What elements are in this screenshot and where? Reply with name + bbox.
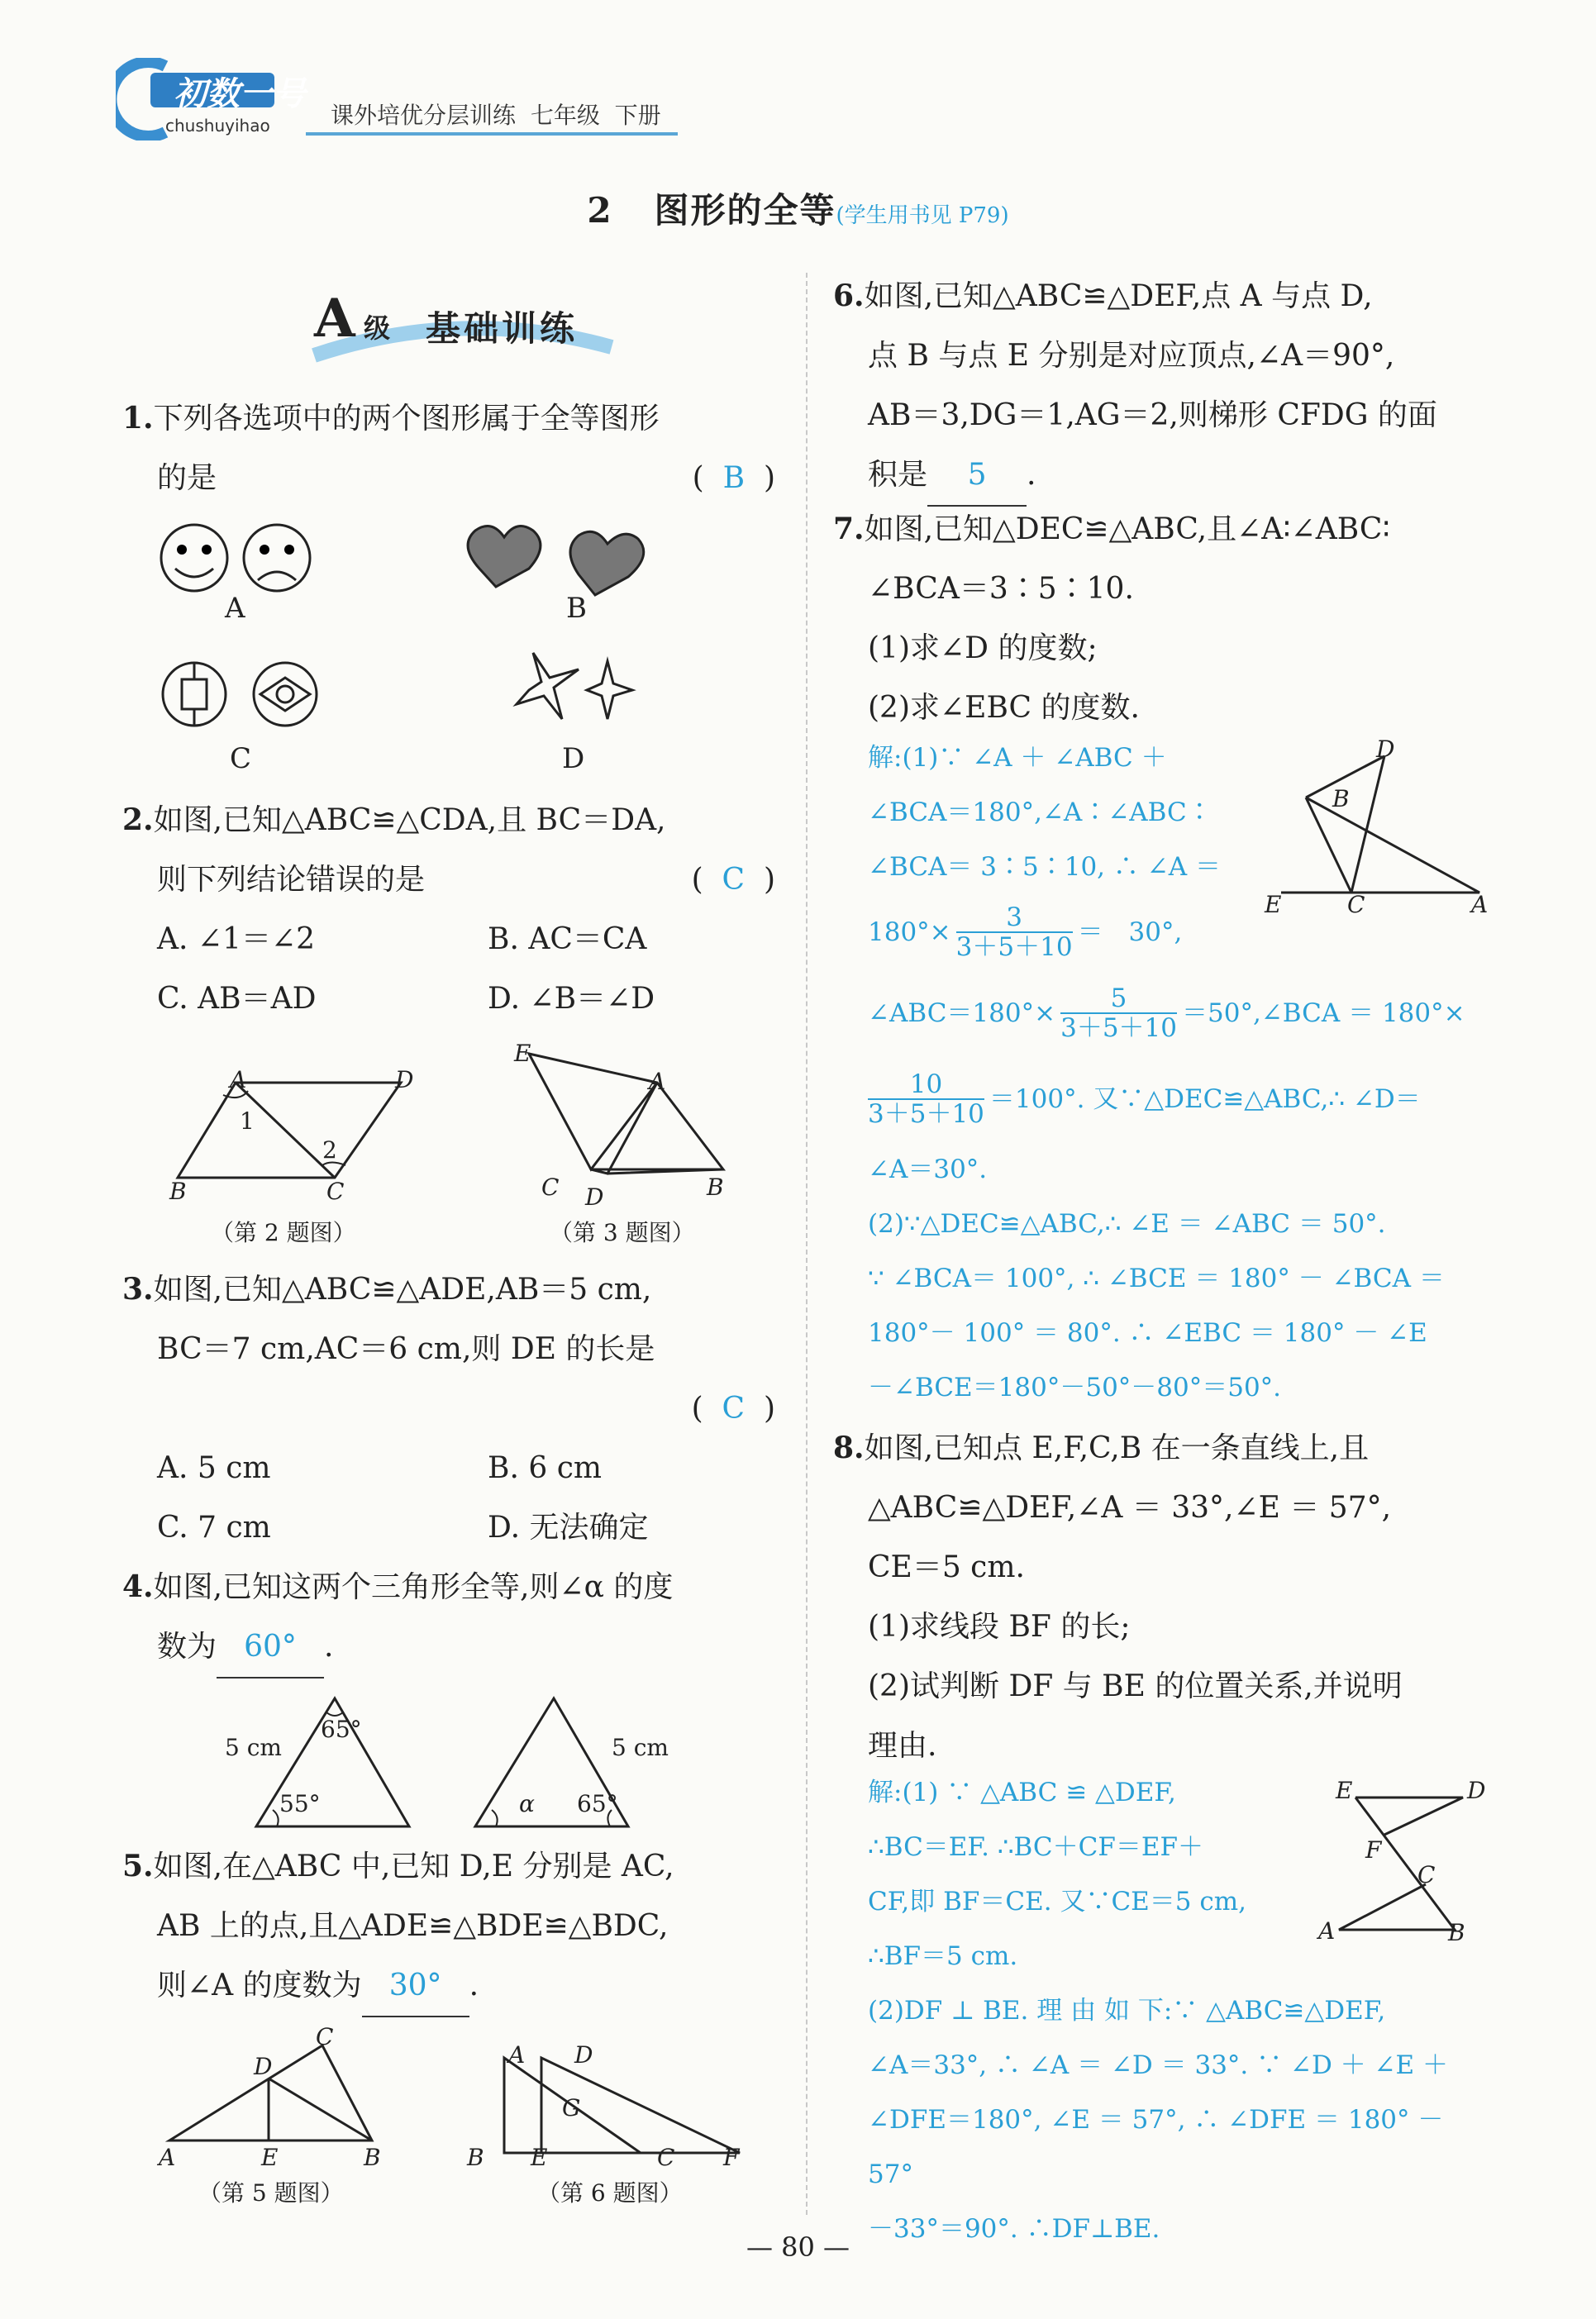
- q5-caption: （第 5 题图）: [198, 2179, 344, 2207]
- q1-option-c: C: [230, 742, 252, 775]
- question-4: 4.如图,已知这两个三角形全等,则∠α 的度 数为 60° .: [122, 1557, 775, 1679]
- q8-label-e: E: [1336, 1777, 1353, 1804]
- coin-square-icon: [163, 663, 226, 726]
- q4-t1-side: 5 cm: [225, 1734, 282, 1761]
- smiley-face-icon: [161, 525, 227, 591]
- column-divider: [806, 273, 808, 2215]
- q2-label-2: 2: [322, 1136, 337, 1164]
- logo-text: 初数一号: [174, 75, 306, 113]
- q1-figure: [149, 512, 727, 760]
- heart-tilted-icon: [570, 531, 644, 595]
- answer-q6: 5: [927, 445, 1027, 507]
- answer-q3: C: [722, 1392, 746, 1426]
- q5-label-b: B: [364, 2144, 381, 2171]
- logo-pinyin: chushuyihao: [165, 116, 270, 136]
- four-point-star-small-icon: [587, 661, 632, 719]
- level-letter: A: [314, 288, 355, 350]
- answer-q4: 60°: [217, 1617, 324, 1679]
- q4-t2-angle: 65°: [577, 1790, 618, 1817]
- q4-t2-alpha: α: [519, 1790, 535, 1817]
- q8-label-f: F: [1365, 1836, 1382, 1864]
- question-8: 8.如图,已知点 E,F,C,B 在一条直线上,且 △ABC≌△DEF,∠A ＝ 33°,∠E ＝ 57°, CE＝5 cm. (1)求线段 BF 的长; (2)试判断 DF 与 BE 的位置关系,并说明 理由.: [833, 1431, 1403, 1763]
- question-3: 3.如图,已知△ABC≌△ADE,AB＝5 cm, BC＝7 cm,AC＝6 cm,则 DE 的长是 ( C ) A. 5 cm B. 6 cm C. 7 cm D. 无法确定: [122, 1272, 775, 1545]
- q3-label-c: C: [541, 1174, 560, 1201]
- q7-label-a: A: [1471, 891, 1489, 918]
- q2-label-d: D: [395, 1066, 414, 1093]
- q8-label-d: D: [1467, 1777, 1486, 1804]
- q4-t2-side: 5 cm: [612, 1734, 669, 1761]
- q2-figure: [165, 1062, 430, 1227]
- q6-label-c: C: [657, 2144, 675, 2171]
- q8-label-a: A: [1318, 1917, 1336, 1945]
- q4-t1-angle-left: 55°: [279, 1790, 321, 1817]
- q5-label-a: A: [159, 2144, 176, 2171]
- q6-label-a: A: [508, 2041, 526, 2069]
- q3-caption: （第 3 题图）: [550, 1219, 695, 1246]
- q1-option-a: A: [225, 592, 245, 625]
- q5-label-d: D: [254, 2053, 273, 2080]
- q3-label-d: D: [585, 1183, 604, 1211]
- question-6: 6.如图,已知△ABC≌△DEF,点 A 与点 D, 点 B 与点 E 分别是对应顶点,∠A＝90°, AB＝3,DG＝1,AG＝2,则梯形 CFDG 的面 积是 5 .: [833, 266, 1486, 507]
- q7-label-c: C: [1347, 891, 1365, 918]
- q7-figure: [1269, 748, 1492, 905]
- q3-label-b: B: [707, 1174, 724, 1201]
- q1-option-b: B: [566, 592, 587, 625]
- q6-caption: （第 6 题图）: [537, 2179, 683, 2207]
- q7-label-b: B: [1332, 785, 1350, 812]
- q8-label-c: C: [1417, 1861, 1436, 1888]
- q7-label-e: E: [1265, 891, 1282, 918]
- q5-label-c: C: [316, 2023, 334, 2050]
- q2-label-a: A: [230, 1066, 247, 1093]
- q5-figure: [161, 2033, 409, 2157]
- q2-label-1: 1: [240, 1107, 255, 1135]
- q1-option-d: D: [562, 742, 585, 775]
- q8-solution: 解:(1) ∵ △ABC ≌ △DEF, ∴BC＝EF. ∴BC＋CF＝EF＋ CF,即 BF＝CE. 又∵CE＝5 cm, ∴BF＝5 cm. (2)DF ⊥ BE. 理 由 如 下:∵ △ABC≌△DEF, ∠A＝33°, ∴ ∠A ＝ ∠D ＝ 33°. ∵ ∠D ＋ ∠E ＋ ∠DFE＝180°, ∠E ＝ 57°, ∴ ∠DFE ＝ 180° － 57° －33°＝90°. ∴DF⊥BE.: [868, 1778, 1448, 2244]
- question-2: 2.如图,已知△ABC≌△CDA,且 BC＝DA, 则下列结论错误的是 ( C ) A. ∠1＝∠2 B. AC＝CA C. AB＝AD D. ∠B＝∠D: [122, 802, 775, 1016]
- answer-q2: C: [722, 863, 746, 897]
- q3-label-a: A: [649, 1068, 666, 1095]
- q2-label-b: B: [169, 1178, 187, 1205]
- level-suffix: 级: [364, 312, 391, 344]
- q6-label-b: B: [467, 2144, 484, 2171]
- q6-label-g: G: [562, 2094, 581, 2121]
- q7-label-d: D: [1376, 736, 1395, 763]
- question-7: 7.如图,已知△DEC≌△ABC,且∠A∶∠ABC∶ ∠BCA＝3∶5∶10. (1)求∠D 的度数; (2)求∠EBC 的度数.: [833, 512, 1390, 725]
- header-underline: [306, 132, 678, 136]
- q8-label-b: B: [1448, 1919, 1465, 1946]
- question-1: 1.下列各选项中的两个图形属于全等图形 的是 ( B ): [122, 401, 775, 495]
- q6-label-d: D: [574, 2041, 593, 2069]
- question-5: 5.如图,在△ABC 中,已知 D,E 分别是 AC, AB 上的点,且△ADE≌△BDE≌△BDC, 则∠A 的度数为 30° .: [122, 1836, 775, 2017]
- section-title: 2 图形的全等(学生用书见 P79): [587, 190, 1009, 231]
- q6-label-f: F: [723, 2144, 740, 2171]
- page-number: — 80 —: [746, 2231, 850, 2263]
- frowning-face-icon: [244, 525, 310, 591]
- answer-q1: B: [722, 461, 746, 495]
- level-title: 基础训练: [426, 308, 579, 349]
- q7-solution: 解:(1)∵ ∠A ＋ ∠ABC ＋ ∠BCA＝180°,∠A∶∠ABC∶ ∠BCA＝ 3∶5∶10, ∴ ∠A ＝ 180°× $\frac{3}{3+5+10}$ ＝ 30°, ∠ABC＝180°× $\frac{5}{3+5+10}$ ＝50°,∠BCA ＝ 180°× $\frac{10}{3+5+10}$ ＝100°. 又∵△DEC≌△ABC,∴ ∠D＝ ∠A＝30°. (2)∵△DEC≌△ABC,∴ ∠E ＝ ∠ABC ＝ 50°. ∵ ∠BCA＝ 100°, ∴ ∠BCE ＝ 180° － ∠BCA ＝ 180°－ 100° ＝ 80°. ∴ ∠EBC ＝ 180° － ∠E －∠BCE＝180°－50°－80°＝50°.: [868, 743, 1465, 1402]
- q3-label-e: E: [514, 1040, 531, 1067]
- q6-label-e: E: [531, 2144, 548, 2171]
- q5-label-e: E: [261, 2144, 279, 2171]
- coin-diamond-icon: [254, 663, 317, 726]
- heart-icon: [468, 526, 541, 587]
- q4-t1-angle-top: 65°: [321, 1716, 362, 1743]
- four-point-star-icon: [517, 653, 579, 719]
- q2-caption: （第 2 题图）: [211, 1219, 356, 1246]
- q2-label-c: C: [326, 1178, 345, 1205]
- header-series: 课外培优分层训练 七年级 下册: [331, 102, 661, 129]
- answer-q5: 30°: [362, 1956, 469, 2017]
